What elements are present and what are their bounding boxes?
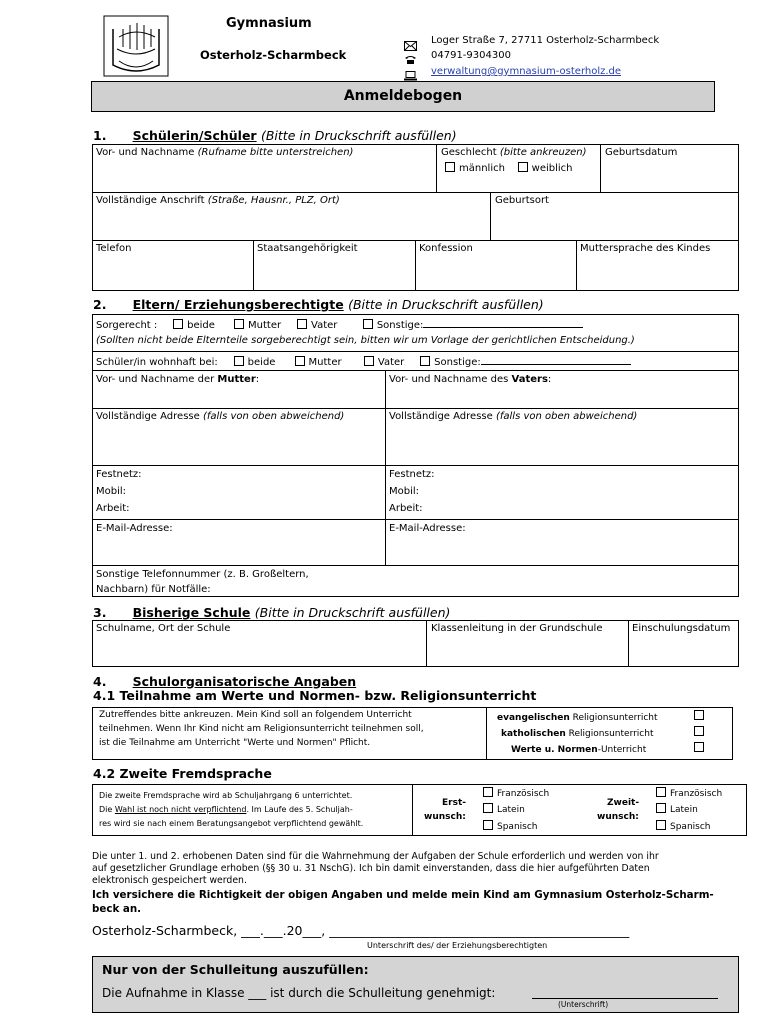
privacy-text-1: Die unter 1. und 2. erhobenen Daten sind für die Wahrnehmung der Aufgaben der Schule erforderlich und werden von ihr [92, 851, 659, 862]
first-spanish-checkbox[interactable] [483, 820, 493, 830]
custody-other-checkbox[interactable] [363, 319, 373, 329]
second-choice-label-2: wunsch: [597, 812, 639, 822]
section-4-1-heading: 4.1 Teilnahme am Werte und Normen- bzw. Religionsunterricht [93, 688, 537, 703]
custody-father-checkbox[interactable] [297, 319, 307, 329]
second-french-option: Französisch [656, 787, 722, 800]
phone-icon [404, 50, 417, 60]
signature-caption: Unterschrift des/ der Erziehungsberechtigten [367, 941, 548, 950]
custody-note: (Sollten nicht beide Elternteile sorgeberechtigt sein, bitten wir um Vorlage der gerichtlichen Entscheidung.) [96, 335, 635, 346]
birthplace-label: Geburtsort [495, 195, 549, 206]
gender-options: männlich weiblich [445, 162, 573, 175]
gender-label: Geschlecht (bitte ankreuzen) [441, 147, 587, 158]
mother-mobile-label: Mobil: [96, 486, 127, 497]
form-title: Anmeldebogen [343, 88, 463, 104]
office-use-title: Nur von der Schulleitung auszufüllen: [102, 962, 369, 977]
envelope-icon [404, 36, 417, 46]
resident-other-checkbox[interactable] [420, 356, 430, 366]
mother-email-label: E-Mail-Adresse: [96, 523, 173, 534]
first-latin-checkbox[interactable] [483, 803, 493, 813]
religion-text-1: Zutreffendes bitte ankreuzen. Mein Kind soll an folgendem Unterricht [99, 710, 412, 720]
first-french-checkbox[interactable] [483, 787, 493, 797]
second-french-checkbox[interactable] [656, 787, 666, 797]
place-date-signature-line[interactable]: Osterholz-Scharmbeck, ___.___.20___, ________________________________________________ [92, 923, 630, 938]
office-signature-caption: (Unterschrift) [558, 1000, 609, 1009]
nationality-label: Staatsangehörigkeit [257, 243, 358, 254]
catholic-checkbox[interactable] [694, 726, 704, 736]
previous-school-label: Schulname, Ort der Schule [96, 623, 231, 634]
custody-other-field[interactable] [423, 318, 583, 328]
privacy-text-2: auf gesetzlicher Grundlage erhoben (§§ 30 u. 31 NschG). Ich bin damit einverstanden, dass die hier aufgeführten Daten [92, 863, 650, 874]
custody-row: Sorgerecht : beide Mutter Vater Sonstige: [96, 318, 583, 332]
father-landline-label: Festnetz: [389, 469, 435, 480]
first-french-option: Französisch [483, 787, 549, 800]
father-name-label: Vor- und Nachname des Vaters: [389, 374, 552, 385]
custody-mother-checkbox[interactable] [234, 319, 244, 329]
option-catholic-label: katholischen Religionsunterricht [501, 729, 654, 739]
resident-father-checkbox[interactable] [364, 356, 374, 366]
language-text-3: res wird sie nach einem Beratungsangebot verpflichtend gewählt. [99, 819, 364, 828]
school-logo [103, 15, 169, 77]
male-checkbox[interactable] [445, 162, 455, 172]
first-spanish-option: Spanisch [483, 820, 538, 833]
first-latin-option: Latein [483, 803, 525, 816]
address-label: Vollständige Anschrift (Straße, Hausnr., PLZ, Ort) [96, 195, 340, 206]
custody-both-checkbox[interactable] [173, 319, 183, 329]
class-teacher-label: Klassenleitung in der Grundschule [431, 623, 603, 634]
second-spanish-option: Spanisch [656, 820, 711, 833]
school-city: Osterholz-Scharmbeck [200, 48, 347, 62]
resident-row: Schüler/in wohnhaft bei: beide Mutter Vater Sonstige: [96, 355, 631, 369]
school-email-link[interactable]: verwaltung@gymnasium-osterholz.de [431, 66, 622, 77]
student-name-label: Vor- und Nachname (Rufname bitte unterstreichen) [96, 147, 354, 158]
second-spanish-checkbox[interactable] [656, 820, 666, 830]
enrollment-date-label: Einschulungsdatum [632, 623, 731, 634]
confession-label: Konfession [419, 243, 473, 254]
mother-work-label: Arbeit: [96, 503, 130, 514]
second-latin-checkbox[interactable] [656, 803, 666, 813]
emergency-phone-label-2: Nachbarn) für Notfälle: [96, 584, 211, 595]
female-checkbox[interactable] [518, 162, 528, 172]
first-choice-label-1: Erst- [442, 798, 466, 808]
phone-label: Telefon [96, 243, 132, 254]
first-choice-label-2: wunsch: [424, 812, 466, 822]
mother-address-label: Vollständige Adresse (falls von oben abweichend) [96, 411, 345, 422]
father-email-label: E-Mail-Adresse: [389, 523, 466, 534]
school-phone: 04791-9304300 [431, 50, 511, 61]
office-approval-text: Die Aufnahme in Klasse ___ ist durch die Schulleitung genehmigt: [102, 986, 496, 1000]
emergency-phone-label-1: Sonstige Telefonnummer (z. B. Großeltern, [96, 569, 309, 580]
language-text-1: Die zweite Fremdsprache wird ab Schuljahrgang 6 unterrichtet. [99, 791, 353, 800]
birthdate-label: Geburtsdatum [605, 147, 678, 158]
office-signature-line[interactable] [532, 998, 718, 999]
school-address: Loger Straße 7, 27711 Osterholz-Scharmbeck [431, 35, 660, 46]
school-name: Gymnasium [226, 16, 312, 31]
mother-name-label: Vor- und Nachname der Mutter: [96, 374, 260, 385]
language-text-2: Die Wahl ist noch nicht verpflichtend. Im Laufe des 5. Schuljah- [99, 805, 353, 814]
religion-text-2: teilnehmen. Wenn Ihr Kind nicht am Religionsunterricht teilnehmen soll, [99, 724, 424, 734]
section-1-heading: 1. Schülerin/Schüler (Bitte in Druckschrift ausfüllen) [93, 128, 457, 143]
mother-tongue-label: Muttersprache des Kindes [580, 243, 711, 254]
resident-both-checkbox[interactable] [234, 356, 244, 366]
section-4-2-heading: 4.2 Zweite Fremdsprache [93, 766, 272, 781]
assurance-text-1: Ich versichere die Richtigkeit der obigen Angaben und melde mein Kind am Gymnasium Osterholz-Scharm- [92, 889, 714, 901]
option-ethics-label: Werte u. Normen-Unterricht [511, 745, 647, 755]
father-work-label: Arbeit: [389, 503, 423, 514]
father-address-label: Vollständige Adresse (falls von oben abweichend) [389, 411, 638, 422]
privacy-text-3: elektronisch gespeichert werden. [92, 875, 247, 886]
mother-landline-label: Festnetz: [96, 469, 142, 480]
section-4-heading: 4. Schulorganisatorische Angaben [93, 674, 357, 689]
religion-text-3: ist die Teilnahme am Unterricht "Werte und Normen" Pflicht. [99, 738, 371, 748]
second-choice-label-1: Zweit- [607, 798, 640, 808]
second-latin-option: Latein [656, 803, 698, 816]
father-mobile-label: Mobil: [389, 486, 420, 497]
resident-mother-checkbox[interactable] [295, 356, 305, 366]
section-3-heading: 3. Bisherige Schule (Bitte in Druckschrift ausfüllen) [93, 605, 451, 620]
section-2-heading: 2. Eltern/ Erziehungsberechtigte (Bitte in Druckschrift ausfüllen) [93, 297, 544, 312]
option-protestant-label: evangelischen Religionsunterricht [497, 713, 658, 723]
ethics-checkbox[interactable] [694, 742, 704, 752]
computer-icon [404, 66, 417, 76]
resident-other-field[interactable] [481, 355, 631, 365]
assurance-text-2: beck an. [92, 903, 142, 915]
protestant-checkbox[interactable] [694, 710, 704, 720]
form-title-bar [91, 81, 715, 112]
